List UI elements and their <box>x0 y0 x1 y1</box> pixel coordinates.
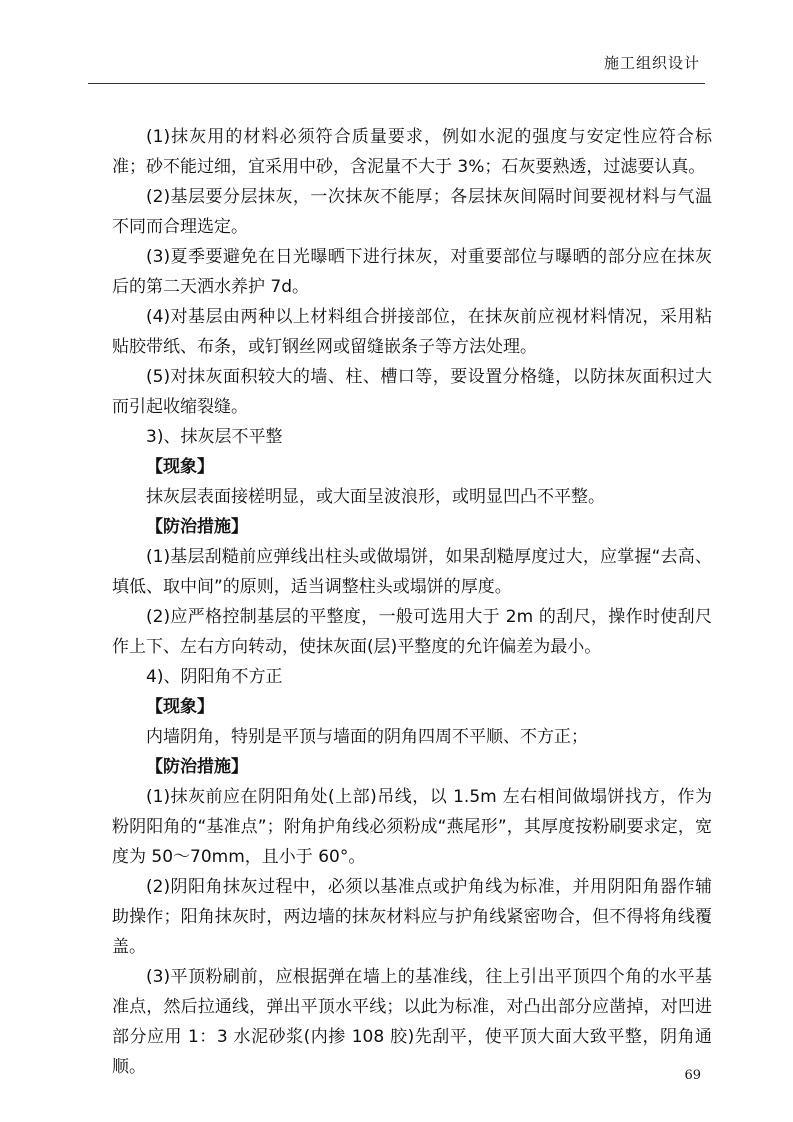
paragraph-ceiling-leveling: (3)平顶粉刷前，应根据弹在墙上的基准线，往上引出平顶四个角的水平基准点，然后拉通线，弹出平顶水平线；以此为标准，对凸出部分应凿掉，对凹进部分应用 1：3 水泥砂浆(内掺 108 胶)先刮平，使平顶大面大致平整，阴角通顺。 <box>112 967 712 1077</box>
label-prevention-measures: 【防治措施】 <box>146 517 248 537</box>
header-divider <box>88 83 705 84</box>
label-prevention-measures: 【防治措施】 <box>146 757 248 777</box>
paragraph-mixed-substrate: (4)对基层由两种以上材料组合拼接部位，在抹灰前应视材料情况，采用粘贴胶带纸、布条，或钉钢丝网或留缝嵌条子等方法处理。 <box>112 307 712 357</box>
page-body <box>112 122 712 1082</box>
paragraph-uneven-phenomenon: 抹灰层表面接槎明显，或大面呈波浪形，或明显凹凸不平整。 <box>146 487 605 507</box>
paragraph-dividing-joints: (5)对抹灰面积较大的墙、柱、槽口等，要设置分格缝，以防抹灰面积过大而引起收缩裂缝。 <box>112 367 712 417</box>
paragraph-flatness-control: (2)应严格控制基层的平整度，一般可选用大于 2m 的刮尺，操作时使刮尺作上下、左右方向转动，使抹灰面(层)平整度的允许偏差为最小。 <box>112 607 712 657</box>
paragraph-summer-curing: (3)夏季要避免在日光曝晒下进行抹灰，对重要部位与曝晒的部分应在抹灰后的第二天洒水养护 7d。 <box>112 247 712 297</box>
paragraph-corner-tool: (2)阴阳角抹灰过程中，必须以基准点或护角线为标准，并用阴阳角器作辅助操作；阳角抹灰时，两边墙的抹灰材料应与护角线紧密吻合，但不得将角线覆盖。 <box>112 877 712 957</box>
paragraph-material-requirements: (1)抹灰用的材料必须符合质量要求，例如水泥的强度与安定性应符合标准；砂不能过细，宜采用中砂，含泥量不大于 3%；石灰要熟透，过滤要认真。 <box>112 127 712 177</box>
label-phenomenon: 【现象】 <box>146 457 214 477</box>
paragraph-plumb-line: (1)抹灰前应在阴阳角处(上部)吊线，以 1.5m 左右相间做塌饼找方，作为粉阴阳角的“基准点”；附角护角线必须粉成“燕尾形”，其厚度按粉刷要求定，宽度为 50～70mm，且小于 60°。 <box>112 787 712 867</box>
section-heading-corners: 4)、阴阳角不方正 <box>146 667 283 687</box>
section-heading-uneven-layer: 3)、抹灰层不平整 <box>146 427 283 447</box>
label-phenomenon: 【现象】 <box>146 697 214 717</box>
running-header-title: 施工组织设计 <box>603 54 700 72</box>
paragraph-corner-phenomenon: 内墙阴角，特别是平顶与墙面的阴角四周不平顺、不方正； <box>146 727 588 747</box>
page-number: 69 <box>684 1068 701 1083</box>
paragraph-screed-marking: (1)基层刮糙前应弹线出柱头或做塌饼，如果刮糙厚度过大，应掌握“去高、填低、取中间”的原则，适当调整柱头或塌饼的厚度。 <box>112 547 712 597</box>
paragraph-layered-plastering: (2)基层要分层抹灰，一次抹灰不能厚；各层抹灰间隔时间要视材料与气温不同而合理选定。 <box>112 187 712 237</box>
